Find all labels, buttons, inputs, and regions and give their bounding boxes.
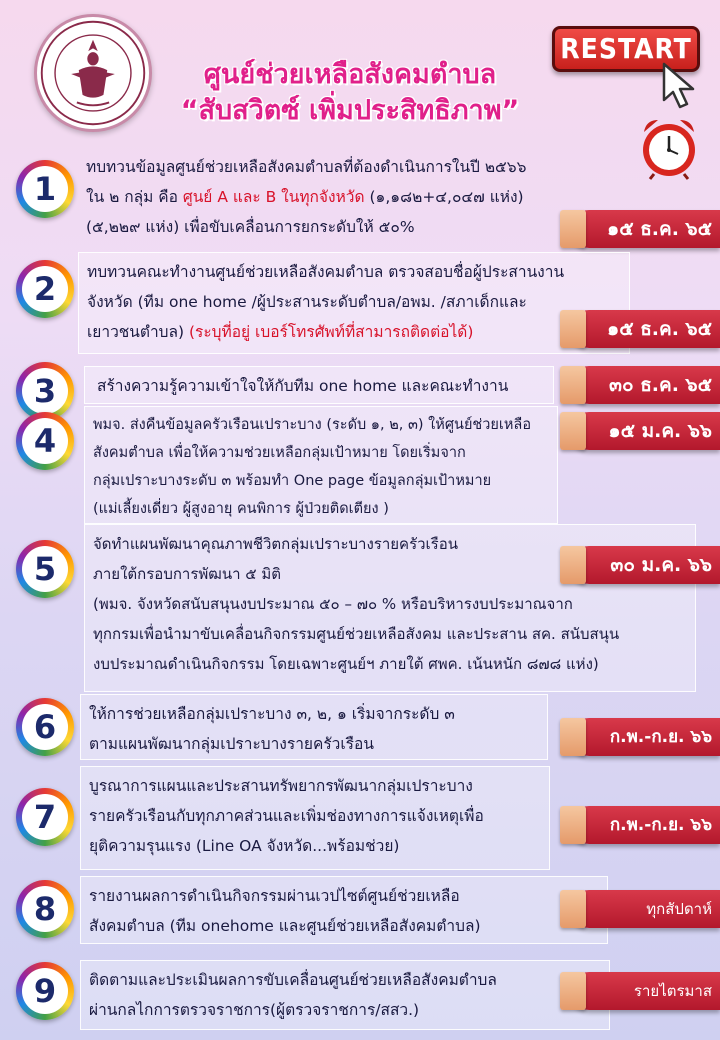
deadline-ribbon: ๑๕ ธ.ค. ๖๕ <box>570 310 720 348</box>
step-description: บูรณาการแผนและประสานทรัพยากรพัฒนากลุ่มเปราะบาง รายครัวเรือนกับทุกภาคส่วนและเพิ่มช่องทางการแจ้งเหตุเพื่อ ยุติความรุนแรง (Line OA จังหวัด...พร้อมช่วย) <box>80 766 550 870</box>
header <box>0 0 720 150</box>
step-description: สร้างความรู้ความเข้าใจให้กับทีม one home และคณะทำงาน <box>84 366 554 404</box>
step-description: พมจ. ส่งคืนข้อมูลครัวเรือนเปราะบาง (ระดับ ๑, ๒, ๓) ให้ศูนย์ช่วยเหลือ สังคมตำบล เพื่อให้ความช่วยเหลือกลุ่มเป้าหมาย โดยเริ่มจาก กลุ่มเปราะบางระดับ ๓ พร้อมทำ One page ข้อมูลกลุ่มเป้าหมาย (แม่เลี้ยงเดี่ยว ผู้สูงอายุ คนพิการ ผู้ป่วยติดเตียง ) <box>84 406 558 524</box>
step-number-badge: 3 <box>16 362 74 420</box>
step-number-badge: 8 <box>16 880 74 938</box>
step-description: ให้การช่วยเหลือกลุ่มเปราะบาง ๓, ๒, ๑ เริ่มจากระดับ ๓ ตามแผนพัฒนากลุ่มเปราะบางรายครัวเรือน <box>80 694 548 760</box>
deadline-ribbon: ก.พ.-ก.ย. ๖๖ <box>570 718 720 756</box>
page-subtitle: “สับสวิตซ์ เพิ่มประสิทธิภาพ” <box>180 95 520 126</box>
step-description: ทบทวนคณะทำงานศูนย์ช่วยเหลือสังคมตำบล ตรวจสอบชื่อผู้ประสานงาน จังหวัด (ทีม one home /ผู้ประสานระดับตำบล/อพม. /สภาเด็กและ เยาวชนตำบล) (ระบุที่อยู่ เบอร์โทรศัพท์ที่สามารถติดต่อได้) <box>78 252 630 354</box>
deadline-ribbon: ทุกสัปดาห์ <box>570 890 720 928</box>
step-description: รายงานผลการดำเนินกิจกรรมผ่านเวปไซต์ศูนย์ช่วยเหลือ สังคมตำบล (ทีม onehome และศูนย์ช่วยเหลือสังคมตำบล) <box>80 876 608 944</box>
page-title: ศูนย์ช่วยเหลือสังคมตำบล <box>203 59 497 90</box>
deadline-ribbon: รายไตรมาส <box>570 972 720 1010</box>
deadline-ribbon: ๓๐ ธ.ค. ๖๕ <box>570 366 720 404</box>
deadline-ribbon: ๓๐ ม.ค. ๖๖ <box>570 546 720 584</box>
step-number-badge: 7 <box>16 788 74 846</box>
organization-logo <box>34 14 152 132</box>
step-number-badge: 9 <box>16 962 74 1020</box>
step-number-badge: 5 <box>16 540 74 598</box>
alarm-clock-icon <box>636 114 702 180</box>
deadline-ribbon: ๑๕ ม.ค. ๖๖ <box>570 412 720 450</box>
step-description: ทบทวนข้อมูลศูนย์ช่วยเหลือสังคมตำบลที่ต้องดำเนินการในปี ๒๕๖๖ ใน ๒ กลุ่ม คือ ศูนย์ A และ B ในทุกจังหวัด (๑,๑๘๒+๔,๐๔๗ แห่ง) (๕,๒๒๙ แห่ง) เพื่อขับเคลื่อนการยกระดับให้ ๕๐% <box>86 158 527 236</box>
step-description: ติดตามและประเมินผลการขับเคลื่อนศูนย์ช่วยเหลือสังคมตำบล ผ่านกลไกการตรวจราชการ(ผู้ตรวจราชการ/สสว.) <box>80 960 610 1030</box>
restart-button[interactable]: RESTART <box>552 26 700 72</box>
mouse-cursor-icon <box>660 62 700 110</box>
deadline-ribbon: ๑๕ ธ.ค. ๖๕ <box>570 210 720 248</box>
deadline-ribbon: ก.พ.-ก.ย. ๖๖ <box>570 806 720 844</box>
step-number-badge: 2 <box>16 260 74 318</box>
deity-seal-icon <box>37 17 149 129</box>
step-description: จัดทำแผนพัฒนาคุณภาพชีวิตกลุ่มเปราะบางรายครัวเรือน ภายใต้กรอบการพัฒนา ๕ มิติ (พมจ. จังหวัดสนับสนุนงบประมาณ ๕๐ – ๗๐ % หรือบริหารงบประมาณจาก ทุกกรมเพื่อนำมาขับเคลื่อนกิจกรรมศูนย์ช่วยเหลือสังคม และประสาน สค. สนับสนุน งบประมาณดำเนินกิจกรรม โดยเฉพาะศูนย์ฯ ภายใต้ ศพค. เน้นหนัก ๘๗๘ แห่ง) <box>84 524 696 692</box>
step-number-badge: 1 <box>16 160 74 218</box>
step-number-badge: 6 <box>16 698 74 756</box>
step-number-badge: 4 <box>16 412 74 470</box>
